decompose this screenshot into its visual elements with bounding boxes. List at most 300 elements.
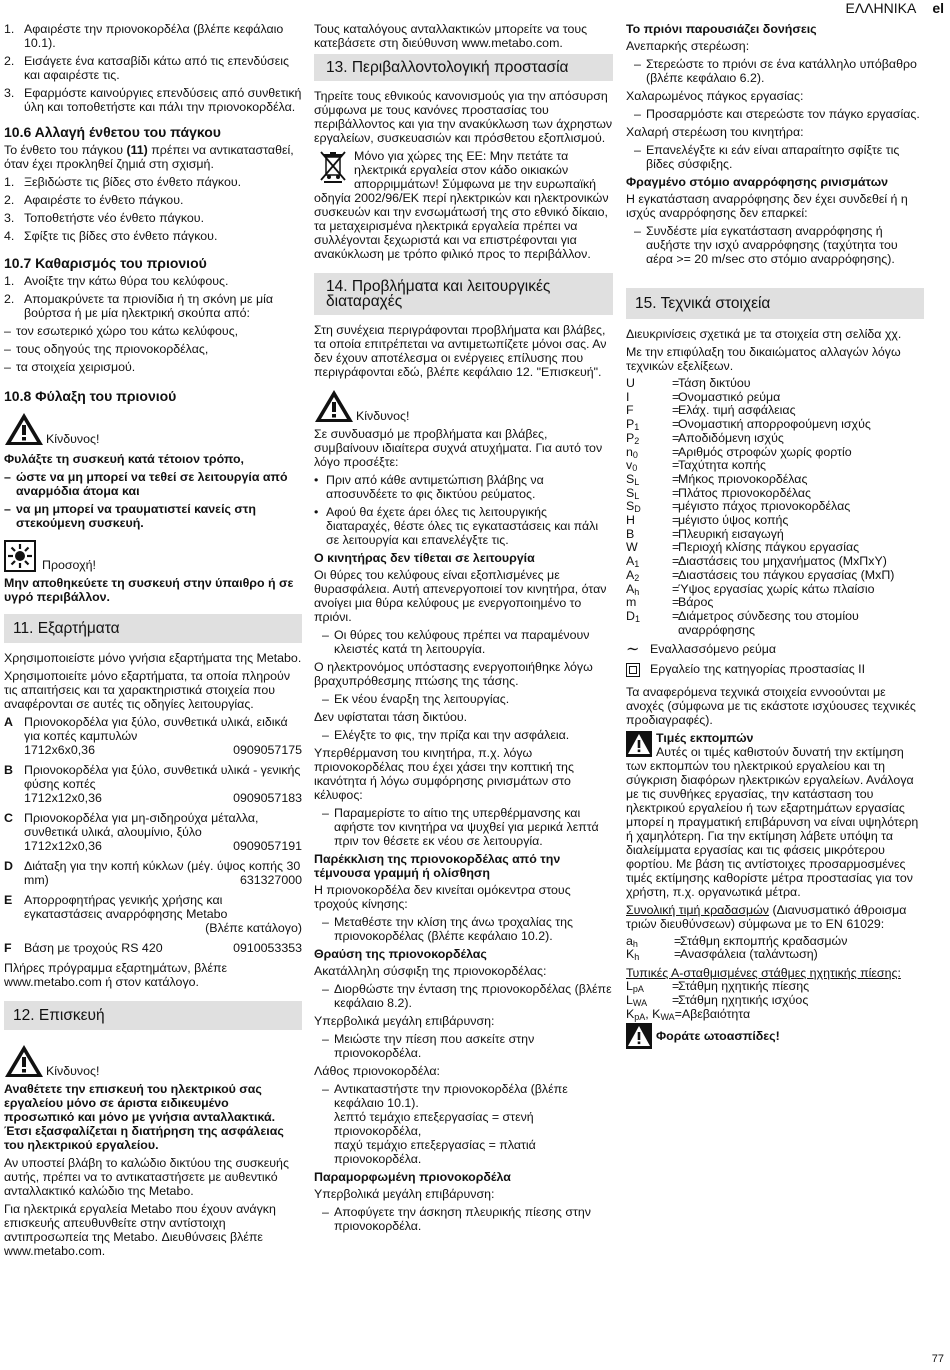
symbol-meaning: Πλάτος πριονοκορδέλας (678, 485, 812, 500)
symbol (626, 446, 672, 460)
danger-warning (4, 412, 302, 446)
ear-protection (626, 1023, 924, 1049)
accessory-order-number: 0909057175 (233, 743, 302, 757)
danger-icon (314, 389, 354, 423)
symbol (626, 377, 672, 391)
danger-icon (4, 1044, 44, 1078)
symbol-meaning: Αριθμός στροφών χωρίς φορτίο (678, 444, 852, 459)
symbol-row (626, 391, 924, 405)
accessory-letter: A (4, 715, 13, 729)
symbol (626, 569, 672, 583)
motor-dash-2: – Εκ νέου έναρξη της λειτουργίας. (322, 692, 510, 706)
item-text: Αφαιρέστε την πριονοκορδέλα (βλέπε κεφάλαιο 10.1). (24, 22, 284, 50)
bullet-text: Πριν από κάθε αντιμετώπιση βλάβης να αποσυνδέετε το φις δικτύου ρεύματος. (326, 473, 544, 501)
symbol-letter: W (626, 540, 638, 555)
break-text-1: Ακατάλληλη σύσφιξη της πριονοκορδέλας: (314, 964, 547, 978)
symbol-letter: a (626, 933, 633, 948)
symbol-subscript: 0 (632, 463, 638, 474)
list-item (4, 502, 302, 530)
drift-text: Η πριονοκορδέλα δεν κινείται ομόκεντρα στους τροχούς κίνησης: (314, 883, 571, 911)
symbol-letter: n (626, 444, 633, 459)
list-item (4, 360, 302, 374)
break-dash-3: – Αντικαταστήστε την πριονοκορδέλα (βλέπε κεφάλαιο 10.1). (322, 1082, 568, 1110)
symbol-letter: U (626, 376, 635, 390)
caution-text: Μην αποθηκεύετε τη συσκευή στην ύπαιθρο ή σε υγρό περιβάλλον. (4, 576, 294, 604)
equals-sign: = (672, 581, 680, 596)
motor-text-4: Υπερθέρμανση του κινητήρα, π.χ. λόγω πριονοκορδέλας που έχει χάσει την κοπτική της ικανότητα ή λόγω συμφόρησης ρινισμάτων στο κέλυφος: (314, 746, 574, 802)
section-10-7-dashes (4, 324, 302, 374)
danger-warning-3 (314, 389, 613, 423)
ac-row: ∼ Εναλλασσόμενο ρεύμα (626, 641, 777, 659)
symbol-meaning: Τάση δικτύου (678, 376, 751, 390)
symbol-subscript: h (634, 586, 640, 597)
accessory-description: Βάση με τροχούς RS 420 (24, 941, 163, 955)
accessory-item (4, 715, 302, 757)
item-text: να μη μπορεί να τραυματιστεί κανείς στη στεκούμενη συσκευή. (16, 502, 256, 530)
deform-text: Υπερβολικά μεγάλη επιβάρυνση: (314, 1187, 495, 1201)
symbol-subscript: pA (632, 984, 644, 995)
item-text: ώστε να μη μπορεί να τεθεί σε λειτουργία από αναρμόδια άτομα και (16, 470, 288, 498)
symbol-row (626, 500, 924, 514)
section-10-5-steps (4, 22, 302, 114)
symbol-letter: D (626, 608, 635, 623)
accessories-list (4, 715, 302, 955)
danger-icon (4, 412, 44, 446)
accessory-item (4, 893, 302, 935)
list-item (4, 292, 302, 320)
symbol-meaning: Στάθμη ηχητικής πίεσης (678, 979, 810, 994)
symbol-meaning: Στάθμη ηχητικής ισχύος (678, 992, 809, 1007)
list-item (4, 229, 302, 243)
accessory-code-row (24, 791, 302, 805)
list-item (4, 193, 302, 207)
column-right (626, 22, 924, 1051)
equals-sign: = (672, 403, 680, 418)
dash-mark: – (4, 324, 11, 338)
ac-icon: ∼ (626, 641, 640, 659)
symbol (626, 583, 672, 597)
symbol-meaning: Ταχύτητα κοπής (678, 458, 766, 473)
environment-text: Τηρείτε τους εθνικούς κανονισμούς για την απόσυρση σύμφωνα με τους κανόνες προστασίας του περιβάλλοντος και για την ανακύκλωση των άχρηστων εργαλείων, συσκευασιών και πρόσθετου εξοπλισμού. (314, 89, 613, 145)
vibration-heading: Το πριόνι παρουσιάζει δονήσεις (626, 22, 817, 36)
vib-dash-2: – Προσαρμόστε και στερεώστε τον πάγκο εργασίας. (634, 107, 920, 121)
equals-sign: = (672, 526, 680, 541)
danger-label: Κίνδυνος! (46, 1064, 100, 1078)
column-middle (314, 22, 613, 1237)
equals-sign: = (672, 540, 680, 555)
symbol-subscript: D (634, 504, 641, 515)
danger-label: Κίνδυνος! (46, 432, 100, 446)
symbol (626, 935, 674, 949)
symbol-letter: H (626, 513, 635, 528)
symbol-row (626, 948, 924, 962)
equals-sign: = (672, 417, 680, 432)
repair-bold: Αναθέτετε την επισκευή του ηλεκτρικού σας εργαλείου μόνο σε άριστα ειδικευμένο προσωπικό και μόνο με γνήσια ανταλλακτικά. Έτσι εξασφαλίζεται η διατήρηση της ασφάλειας του ηλεκτρικού εργαλείου. (4, 1082, 284, 1152)
caution-warning (4, 540, 302, 572)
equals-sign: = (672, 979, 680, 994)
item-text: τον εσωτερικό χώρο του κάτω κελύφους, (16, 324, 239, 338)
section-10-6-steps (4, 175, 302, 243)
vib-text-1: Ανεπαρκής στερέωση: (626, 39, 750, 53)
symbol-letter: P (626, 430, 635, 445)
symbol-row (626, 473, 924, 487)
symbol-letter: S (626, 485, 635, 500)
symbol-row (626, 377, 924, 391)
accessory-item (4, 859, 302, 887)
repair-service: Για ηλεκτρικά εργαλεία Metabo που έχουν ανάγκη επισκευής απευθυνθείτε στην αντίστοιχη αντιπροσωπεία της Metabo. Διευθύνσεις βλέπε www.metabo.com. (4, 1202, 276, 1258)
symbol (626, 459, 672, 473)
symbol-letter: m (626, 595, 637, 610)
dash-mark: – (4, 360, 11, 374)
symbol-subscript: L (634, 490, 640, 501)
symbol-row (626, 610, 924, 637)
item-text: Αφαιρέστε το ένθετο πάγκου. (24, 193, 184, 207)
emission-title: Τιμές εκπομπών (656, 730, 754, 745)
accessory-item (4, 763, 302, 805)
item-text: Ανοίξτε την κάτω θύρα του κελύφους. (24, 274, 229, 288)
suction-text: Η εγκατάσταση αναρρόφησης δεν έχει συνδεθεί ή η ισχύς αναρρόφησης δεν επαρκεί: (626, 192, 908, 220)
equals-sign: = (672, 458, 680, 473)
accessories-note: Χρησιμοποιείτε μόνο εξαρτήματα, τα οποία πληρούν τις απαιτήσεις και τα χαρακτηριστικά στοιχεία που αναφέρονται σε αυτές τις οδηγίες λειτουργίας. (4, 669, 291, 711)
column-left (4, 22, 302, 1262)
dash-mark: – (4, 470, 11, 484)
symbol-meaning: Ανασφάλεια (ταλάντωση) (680, 947, 818, 962)
bullet-mark: • (314, 505, 319, 519)
protection-class-ii-icon (626, 663, 650, 681)
symbol (626, 514, 672, 528)
symbol-row (626, 404, 924, 418)
class2-row: Εργαλείο της κατηγορίας προστασίας II (626, 663, 924, 681)
accessories-more: Πλήρες πρόγραμμα εξαρτημάτων, βλέπε www.metabo.com ή στον κατάλογο. (4, 961, 228, 989)
section-10-6-text: Το ένθετο του πάγκου (11) πρέπει να αντικατασταθεί, όταν έχει προκληθεί ζημιά στη σχισμή. (4, 143, 294, 171)
section-13-title: 13. Περιβαλλοντολογική προστασία (314, 54, 613, 81)
item-text: Απομακρύνετε τα πριονίδια ή τη σκόνη με μία βούρτσα ή με μία ηλεκτρική σκούπα από: (24, 292, 274, 320)
list-item (4, 470, 302, 498)
item-text: Εφαρμόστε καινούργιες επενδύσεις από συνθετική ύλη και τοποθετήστε και πάλι την πριονοκορδέλα. (24, 86, 302, 114)
symbol-letter: P (626, 417, 635, 432)
symbol-letter: I (626, 389, 630, 404)
accessory-code-row (24, 921, 302, 935)
item-text: Εισάγετε ένα κατσαβίδι κάτω από τις επενδύσεις και αφαιρέστε τις. (24, 54, 289, 82)
bullet-item (314, 473, 613, 501)
accessory-letter: E (4, 893, 13, 907)
vib-dash-1: – Στερεώστε το πριόνι σε ένα κατάλληλο υπόβαθρο (βλέπε κεφάλαιο 6.2). (634, 57, 917, 85)
symbol (626, 432, 672, 446)
tech-reserve: Με την επιφύλαξη του δικαιώματος αλλαγών λόγω τεχνικών εξελίξεων. (626, 345, 901, 373)
crossed-bin-icon (318, 149, 348, 183)
faults-danger-text: Σε συνδυασμό με προβλήματα και βλάβες, συμβαίνουν ιδιαίτερα συχνά ατυχήματα. Για αυτό τον λόγο προσέξτε: (314, 427, 603, 469)
symbol-letter: S (626, 499, 635, 514)
section-15-title: 15. Τεχνικά στοιχεία (626, 288, 924, 319)
noise-symbols (626, 980, 924, 1007)
symbol-row (626, 980, 924, 994)
section-10-7-title: 10.7 Καθαρισμός του πριονιού (4, 255, 207, 271)
item-number: 4. (4, 229, 15, 243)
accessory-body (24, 941, 302, 955)
symbol (626, 555, 672, 569)
vib-text-3: Χαλαρή στερέωση του κινητήρα: (626, 125, 804, 139)
symbol-letter: A (626, 581, 635, 596)
storage-dashes (4, 470, 302, 530)
vib-text-2: Χαλαρωμένος πάγκος εργασίας: (626, 89, 804, 103)
motor-text-2: Ο ηλεκτρονόμος υπόστασης ενεργοποιήθηκε λόγω βραχυπρόθεσμης πτώσης της τάσης. (314, 660, 593, 688)
symbol-letter: F (626, 403, 634, 418)
symbol (626, 500, 672, 514)
faults-intro: Στη συνέχεια περιγράφονται προβλήματα και βλάβες, τα οποία επιτρέπεται να αντιμετωπίζετε μόνοι σας. Αν δεν έχουν αποτέλεσμα οι ενέργειες επίλυσης που περιγράφονται εδώ, βλέπε κεφάλαιο 12. "Επισκευή". (314, 323, 607, 379)
equals-sign: = (674, 947, 682, 962)
symbol-row (626, 555, 924, 569)
motor-text-3: Δεν υφίσταται τάση δικτύου. (314, 710, 468, 724)
suction-dash: – Συνδέστε μία εγκατάσταση αναρρόφησης ή αυξήστε την ισχύ αναρρόφησης (ταχύτητα του αέρα >= 20 m/sec στο στόμιο αναρρόφησης). (634, 224, 898, 266)
accessories-intro: Χρησιμοποιείστε μόνο γνήσια εξαρτήματα της Metabo. (4, 651, 302, 665)
item-text: τα στοιχεία χειρισμού. (16, 360, 136, 374)
symbol-row (626, 596, 924, 610)
symbol-subscript: 2 (634, 435, 640, 446)
spare-parts-text: Τους καταλόγους ανταλλακτικών μπορείτε να τους κατεβάσετε στη διεύθυνση www.metabo.com. (314, 22, 588, 50)
accessory-description: Διάταξη για την κοπή κύκλων (μέγ. ύψος κοπής 30 mm) (24, 859, 301, 887)
section-10-7-steps (4, 274, 302, 320)
accessory-description: Απορροφητήρας γενικής χρήσης και εγκαταστάσεις αναρρόφησης Metabo (24, 893, 228, 921)
symbol-row (626, 418, 924, 432)
tech-intro: Διευκρινίσεις σχετικά με τα στοιχεία στη σελίδα χχ. (626, 327, 902, 341)
danger-warning-2 (4, 1044, 302, 1078)
accessory-body (24, 715, 302, 757)
symbol-meaning: Διαστάσεις του πάγκου εργασίας (ΜxΠ) (678, 567, 895, 582)
equals-sign: = (672, 608, 680, 623)
list-item (4, 342, 302, 356)
break-thick: παχύ τεμάχιο επεξεργασίας = πλατιά πριονοκορδέλα. (334, 1138, 536, 1166)
symbol-row (626, 487, 924, 501)
item-number: 3. (4, 211, 15, 225)
symbol-letter: K (626, 947, 635, 962)
symbol-row (626, 514, 924, 528)
symbol-meaning: Μήκος πριονοκορδέλας (678, 471, 808, 486)
symbol-subscript: 1 (634, 559, 640, 570)
accessory-letter: C (4, 811, 13, 825)
accessory-dimensions: 1712x12x0,36 (24, 791, 102, 805)
storage-bold: Φυλάξτε τη συσκευή κατά τέτοιον τρόπο, (4, 452, 244, 466)
drift-heading: Παρέκκλιση της πριονοκορδέλας από την τέμνουσα γραμμή ή ολίσθηση (314, 852, 561, 880)
equals-sign: = (672, 513, 680, 528)
accessory-body (24, 763, 302, 805)
list-item (4, 86, 302, 114)
symbol-meaning: Περιοχή κλίσης πάγκου εργασίας (678, 540, 860, 555)
list-item (4, 274, 302, 288)
accessory-code-row (24, 839, 302, 853)
symbol-subscript: 1 (634, 613, 640, 624)
caution-icon (4, 540, 36, 572)
symbol-letter: A (626, 554, 635, 569)
break-dash-1: – Διορθώστε την ένταση της πριονοκορδέλας (βλέπε κεφάλαιο 8.2). (322, 982, 612, 1010)
symbol (626, 391, 672, 405)
list-item (4, 324, 302, 338)
break-text-2: Υπερβολικά μεγάλη επιβάρυνση: (314, 1014, 495, 1028)
motor-dash-3: – Ελέγξτε το φις, την πρίζα και την ασφάλεια. (322, 728, 570, 742)
accessory-item (4, 941, 302, 955)
vibration-total: Συνολική τιμή κραδασμών (Διανυσματικό άθροισμα τριών διευθύνσεων) σύμφωνα με το EN 61029: (626, 902, 907, 931)
accessory-body (24, 811, 302, 853)
warning-icon (626, 731, 652, 757)
equals-sign: = (672, 389, 680, 404)
language-label: ΕΛΛΗΝΙΚΑ (845, 0, 917, 16)
item-number: 2. (4, 193, 15, 207)
bullet-item (314, 505, 613, 547)
item-number: 1. (4, 274, 15, 288)
suction-heading: Φραγμένο στόμιο αναρρόφησης ρινισμάτων (626, 175, 889, 189)
noise-title: Τυπικές Α-σταθμισμένες στάθμες ηχητικής πίεσης: (626, 966, 901, 981)
deform-heading: Παραμορφωμένη πριονοκορδέλα (314, 1170, 511, 1184)
symbol (626, 473, 672, 487)
symbol-subscript: h (632, 938, 638, 949)
ear-protection-label: Φοράτε ωτοασπίδες! (656, 1029, 780, 1044)
item-text: τους οδηγούς της πριονοκορδέλας, (16, 342, 209, 356)
accessory-dimensions: 1712x12x0,36 (24, 839, 102, 853)
bullet-mark: • (314, 473, 319, 487)
deform-dash: – Αποφύγετε την άσκηση πλευρικής πίεσης στην πριονοκορδέλα. (322, 1205, 591, 1233)
symbol-meaning: Ύψος εργασίας χωρίς κάτω πλαίσιο (678, 581, 875, 596)
equals-sign: = (672, 471, 680, 486)
symbol (626, 418, 672, 432)
item-number: 2. (4, 292, 15, 306)
accessory-order-number: 631327000 (239, 873, 302, 887)
break-thin: λεπτό τεμάχιο επεξεργασίας = στενή πριονοκορδέλα, (334, 1110, 534, 1138)
accessory-item (4, 811, 302, 853)
symbol-subscript: 1 (634, 422, 640, 433)
section-10-8-title: 10.8 Φύλαξη του πριονιού (4, 388, 177, 404)
symbol-letter: v (626, 458, 633, 473)
equals-sign: = (672, 485, 680, 500)
symbol (626, 994, 672, 1008)
symbol-row (626, 569, 924, 583)
equals-sign: = (672, 444, 680, 459)
faults-bullets (314, 473, 613, 547)
symbol-subscript: L (634, 476, 640, 487)
accessory-order-number: 0910053353 (233, 941, 302, 955)
list-item (4, 54, 302, 82)
accessory-body (24, 893, 302, 935)
symbol-subscript: 2 (634, 572, 640, 583)
symbol-meaning: Διαστάσεις του μηχανήματος (ΜxΠxΥ) (678, 554, 887, 569)
symbol-meaning: Διάμετρος σύνδεσης του στομίου αναρρόφησης (678, 608, 859, 637)
symbol (626, 541, 672, 555)
accessory-letter: B (4, 763, 13, 777)
equals-sign: = (672, 992, 680, 1007)
symbol-meaning: μέγιστο πάχος πριονοκορδέλας (678, 499, 851, 514)
symbol-row (626, 446, 924, 460)
section-14-title: 14. Προβλήματα και λειτουργικές διαταραχές (314, 273, 613, 315)
symbol (626, 610, 672, 637)
symbol (626, 528, 672, 542)
item-number: 2. (4, 54, 15, 68)
symbol-meaning: Ονομαστική απορροφούμενη ισχύς (678, 417, 871, 432)
symbol-row (626, 459, 924, 473)
item-number: 3. (4, 86, 15, 100)
repair-cable: Αν υποστεί βλάβη το καλώδιο δικτύου της συσκευής αυτής, πρέπει να το αντικαταστήσετε με αυθεντικό ανταλλακτικό καλώδιο της Metabo. (4, 1156, 289, 1198)
symbol-meaning: μέγιστο ύψος κοπής (678, 513, 789, 528)
motor-heading: Ο κινητήρας δεν τίθεται σε λειτουργία (314, 551, 535, 565)
symbol (626, 487, 672, 501)
weee-text: Μόνο για χώρες της ΕΕ: Μην πετάτε τα ηλεκτρικά εργαλεία στον κάδο οικιακών απορριμμάτων! Σύμφωνα με την ευρωπαϊκή οδηγία 2002/96/ΕΚ περί ηλεκτρικών και ηλεκτρονικών συσκευών και την ενσωμάτωσή της στο εθνικό δίκαιο, τα μεταχειρισμένα ηλεκτρικά εργαλεία πρέπει να συλλέγονται ξεχωριστά και να επιστρέφονται για ανακύκλωση με τρόπο φιλικό προς το περιβάλλον. (314, 149, 609, 261)
accessory-description: Πριονοκορδέλα για μη-σιδηρούχα μέταλλα, συνθετικά υλικά, αλουμίνιο, ξύλο (24, 811, 259, 839)
list-item (4, 22, 302, 50)
danger-label: Κίνδυνος! (356, 409, 410, 423)
warning-icon (626, 1023, 652, 1049)
accessory-letter: D (4, 859, 13, 873)
page-header (845, 0, 944, 16)
drift-dash: – Μεταθέστε την κλίση της άνω τροχαλίας της πριονοκορδέλας (βλέπε κεφάλαιο 10.2). (322, 915, 573, 943)
equals-sign: = (672, 567, 680, 582)
language-code: el (932, 0, 944, 16)
equals-sign: = (672, 554, 680, 569)
motor-dash-1: – Οι θύρες του κελύφους πρέπει να παραμένουν κλειστές κατά τη λειτουργία. (322, 628, 590, 656)
accessory-order-number: 0909057191 (233, 839, 302, 853)
symbol-letter: A (626, 567, 635, 582)
symbol-meaning: Στάθμη εκπομπής κραδασμών (680, 933, 848, 948)
symbol-row (626, 935, 924, 949)
symbol-row (626, 432, 924, 446)
accessory-dimensions: 1712x6x0,36 (24, 743, 95, 757)
symbol-row (626, 528, 924, 542)
symbol-letter: S (626, 471, 635, 486)
break-dash-2: – Μειώστε την πίεση που ασκείτε στην πριονοκορδέλα. (322, 1032, 535, 1060)
tolerance-text: Τα αναφερόμενα τεχνικά στοιχεία εννοούνται με ανοχές (σύμφωνα με τις εκάστοτε ισχύουσες τεχνικές προδιαγραφές). (626, 684, 916, 727)
section-12-title: 12. Επισκευή (4, 1001, 302, 1030)
item-text: Τοποθετήστε νέο ένθετο πάγκου. (24, 211, 205, 225)
noise-uncertainty: $K_{pA}$, $K_{WA}=A\beta\varepsilon\beta\alpha\iota ό\tau\eta\tau\alpha$ (626, 1006, 751, 1022)
motor-text-1: Οι θύρες του κελύφους είναι εξοπλισμένες με θυρασφάλεια. Αυτή απενεργοποιεί τον κινητήρα, όταν ανοίγει μια θύρα κελύφους με ενεργοποιημένο το πριόνι. (314, 568, 607, 624)
equals-sign: = (672, 430, 680, 445)
item-text: Σφίξτε τις βίδες στο ένθετο πάγκου. (24, 229, 218, 243)
symbol-meaning: Αποδιδόμενη ισχύς (678, 430, 784, 445)
symbol-subscript: WA (632, 997, 648, 1008)
symbol-letter: B (626, 526, 635, 541)
symbol-row (626, 583, 924, 597)
symbol-row (626, 994, 924, 1008)
symbol-list (626, 377, 924, 637)
equals-sign: = (672, 376, 680, 390)
symbol-meaning: Ελάχ. τιμή ασφάλειας (678, 403, 796, 418)
equals-sign: = (672, 499, 680, 514)
accessory-body (24, 859, 302, 887)
symbol-subscript: 0 (632, 449, 638, 460)
equals-sign: = (674, 933, 682, 948)
symbol-letter: L (626, 979, 633, 994)
symbol-meaning: Πλευρική εισαγωγή (678, 526, 784, 541)
symbol-subscript: h (634, 952, 640, 963)
accessory-order-number: 0909057183 (233, 791, 302, 805)
break-heading: Θραύση της πριονοκορδέλας (314, 947, 487, 961)
symbol-letter: L (626, 992, 633, 1007)
dash-mark: – (4, 342, 11, 356)
motor-dash-4: – Παραμερίστε το αίτιο της υπερθέρμανσης και αφήστε τον κινητήρα να ψυχθεί για μερικά λεπτά πριν τον θέσετε εκ νέου σε λειτουργία. (322, 806, 599, 848)
symbol-row (626, 541, 924, 555)
symbol-meaning: Ονομαστικό ρεύμα (678, 389, 781, 404)
section-11-title: 11. Εξαρτήματα (4, 614, 302, 643)
vib-dash-3: – Επανελέγξτε κι εάν είναι απαραίτητο σφίξτε τις βίδες σύσφιξης. (634, 143, 900, 171)
symbol-meaning: Βάρος (678, 595, 714, 610)
accessory-code-row (24, 873, 302, 887)
symbol (626, 948, 674, 962)
emission-text: Αυτές οι τιμές καθιστούν δυνατή την εκτίμηση των εκπομπών του ηλεκτρικού εργαλείου και τη σύγκριση διαφόρων ηλεκτρικών εργαλείων. Ανάλογα με τις συνθήκες εργασίας, την κατάσταση του ηλεκτρικού εργαλείου ή των εξαρτημάτων εργασίας μπορεί η πραγματική επιβάρυνση να είναι υψηλότερη ή χαμηλότερη. Για την εκτίμηση λάβετε υπόψη τα διαλείμματα εργασίας και τις φάσεις μικρότερου φορτίου. Με βάση τις αντίστοιχες προσαρμοσμένες τιμές εκτίμησης καθορίστε μέτρα προστασίας για τον χρήστη, π.χ. οργανωτικά μέτρα. (626, 744, 919, 899)
symbol (626, 596, 672, 610)
caution-label: Προσοχή! (42, 558, 96, 572)
bullet-text: Αφού θα έχετε άρει όλες τις λειτουργικής διαταραχές, θέστε όλες τις εγκαταστάσεις και πάλι σε λειτουργία και επανελέγξτε τις. (326, 505, 599, 547)
list-item (4, 175, 302, 189)
dash-mark: – (4, 502, 11, 516)
symbol (626, 980, 672, 994)
emission-block (626, 731, 924, 899)
page-number: 77 (931, 1353, 944, 1365)
